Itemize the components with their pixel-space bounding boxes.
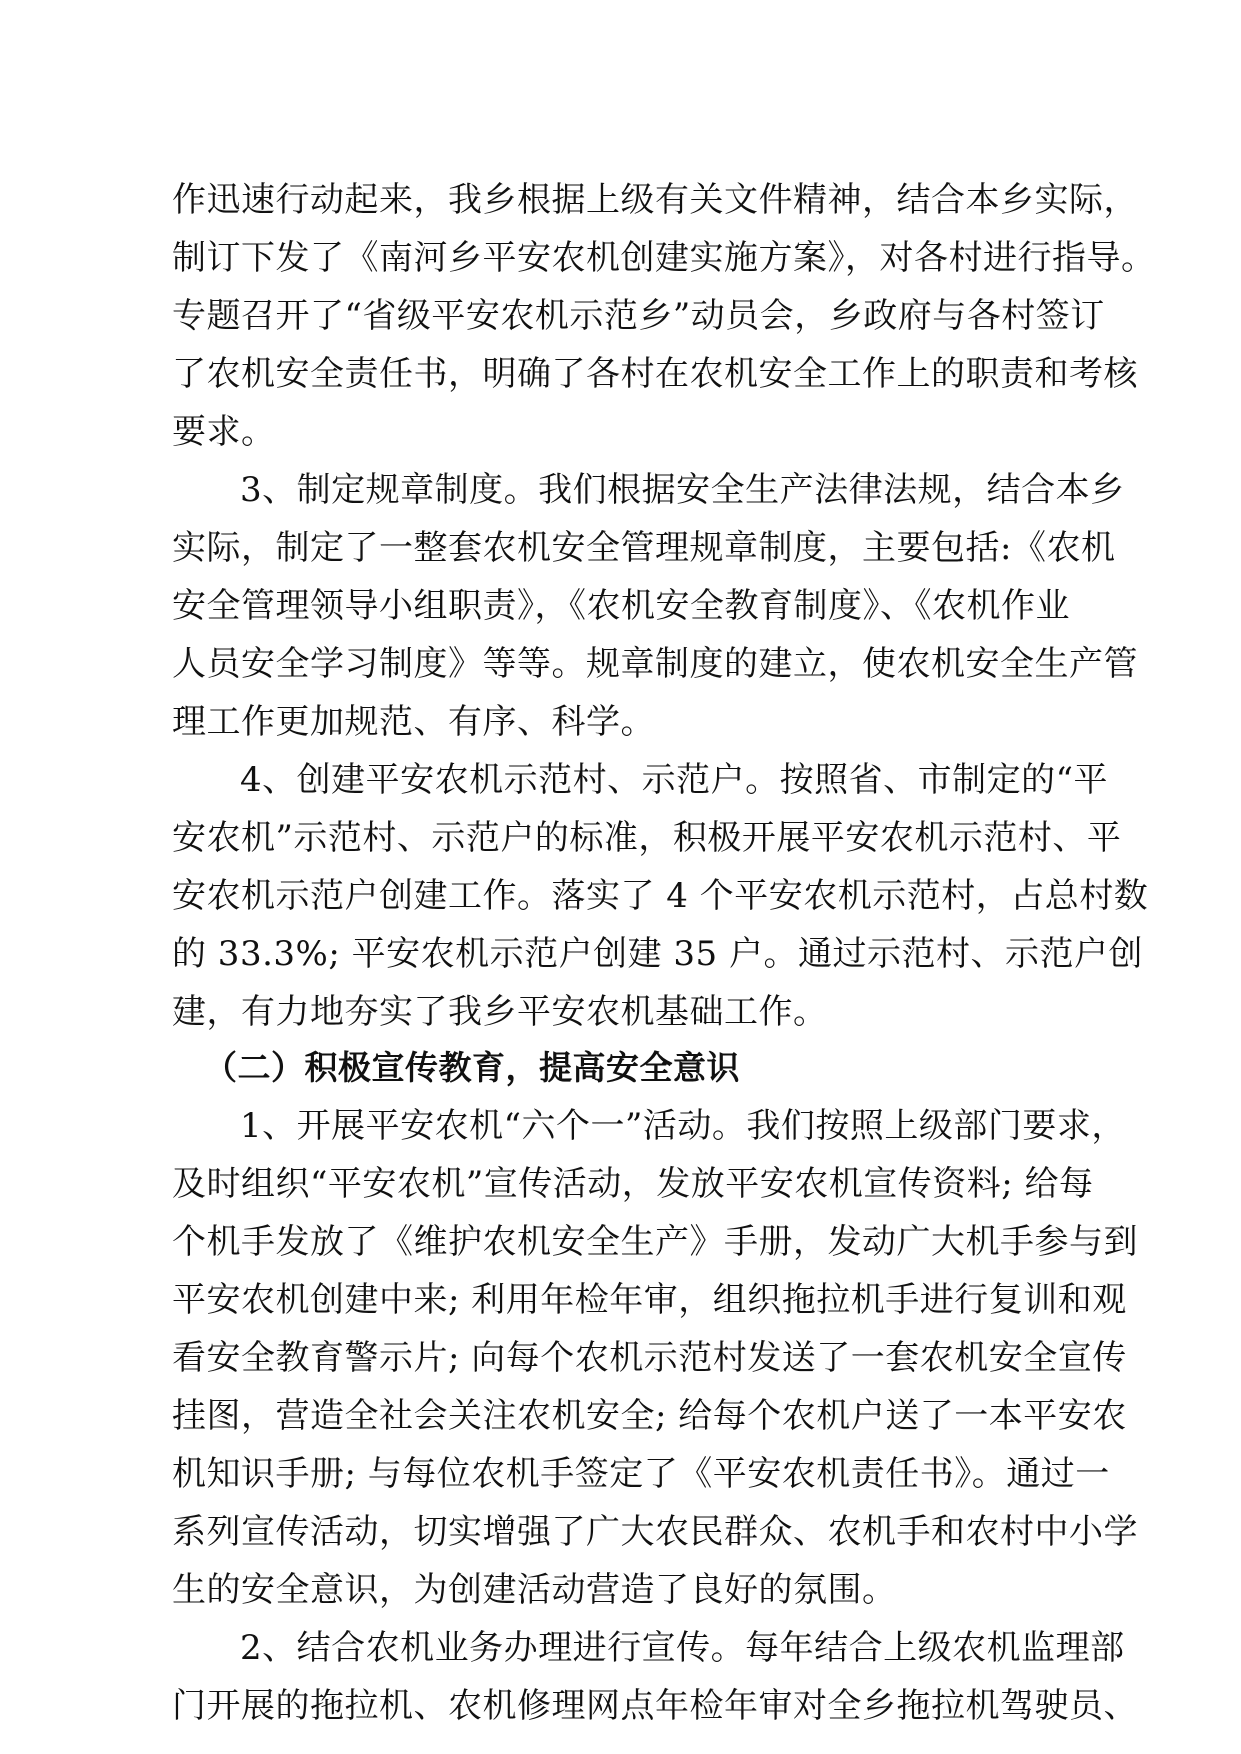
text-line: 生的安全意识，为创建活动营造了良好的氛围。 xyxy=(172,1570,897,1610)
text-line: 的 33.3%; 平安农机示范户创建 35 户。通过示范村、示范户创 xyxy=(172,934,1143,974)
paragraph-start-line: 1、开展平安农机“六个一”活动。我们按照上级部门要求， xyxy=(240,1106,1126,1146)
text-line: 建，有力地夯实了我乡平安农机基础工作。 xyxy=(172,992,828,1032)
text-line: 了农机安全责任书，明确了各村在农机安全工作上的职责和考核 xyxy=(172,354,1138,394)
text-line: 专题召开了“省级平安农机示范乡”动员会，乡政府与各村签订 xyxy=(172,296,1105,336)
text-line: 安农机示范户创建工作。落实了 4 个平安农机示范村，占总村数 xyxy=(172,876,1149,916)
text-line: 个机手发放了《维护农机安全生产》手册，发动广大机手参与到 xyxy=(172,1222,1138,1262)
text-line: 人员安全学习制度》等等。规章制度的建立，使农机安全生产管 xyxy=(172,644,1138,684)
text-line: 挂图，营造全社会关注农机安全; 给每个农机户送了一本平安农 xyxy=(172,1396,1127,1436)
text-line: 平安农机创建中来; 利用年检年审，组织拖拉机手进行复训和观 xyxy=(172,1280,1127,1320)
text-line: 制订下发了《南河乡平安农机创建实施方案》，对各村进行指导。 xyxy=(172,238,1156,278)
text-line: 作迅速行动起来，我乡根据上级有关文件精神，结合本乡实际， xyxy=(172,180,1138,220)
text-line: 门开展的拖拉机、农机修理网点年检年审对全乡拖拉机驾驶员、 xyxy=(172,1686,1138,1726)
text-line: 系列宣传活动，切实增强了广大农民群众、农机手和农村中小学 xyxy=(172,1512,1138,1552)
paragraph-start-line: 4、创建平安农机示范村、示范户。按照省、市制定的“平 xyxy=(240,760,1109,800)
text-line: 实际，制定了一整套农机安全管理规章制度，主要包括:《农机 xyxy=(172,528,1116,568)
section-heading: （二）积极宣传教育，提高安全意识 xyxy=(204,1048,740,1087)
text-line: 要求。 xyxy=(172,412,276,452)
text-line: 及时组织“平安农机”宣传活动，发放平安农机宣传资料; 给每 xyxy=(172,1164,1094,1204)
text-line: 安全管理领导小组职责》，《农机安全教育制度》、《农机作业 xyxy=(172,586,1070,626)
text-line: 看安全教育警示片; 向每个农机示范村发送了一套农机安全宣传 xyxy=(172,1338,1127,1378)
paragraph-start-line: 2、结合农机业务办理进行宣传。每年结合上级农机监理部 xyxy=(240,1628,1125,1668)
text-line: 安农机”示范村、示范户的标准，积极开展平安农机示范村、平 xyxy=(172,818,1122,858)
text-line: 理工作更加规范、有序、科学。 xyxy=(172,702,655,742)
paragraph-start-line: 3、制定规章制度。我们根据安全生产法律法规，结合本乡 xyxy=(240,470,1125,510)
text-line: 机知识手册; 与每位农机手签定了《平安农机责任书》。通过一 xyxy=(172,1454,1110,1494)
